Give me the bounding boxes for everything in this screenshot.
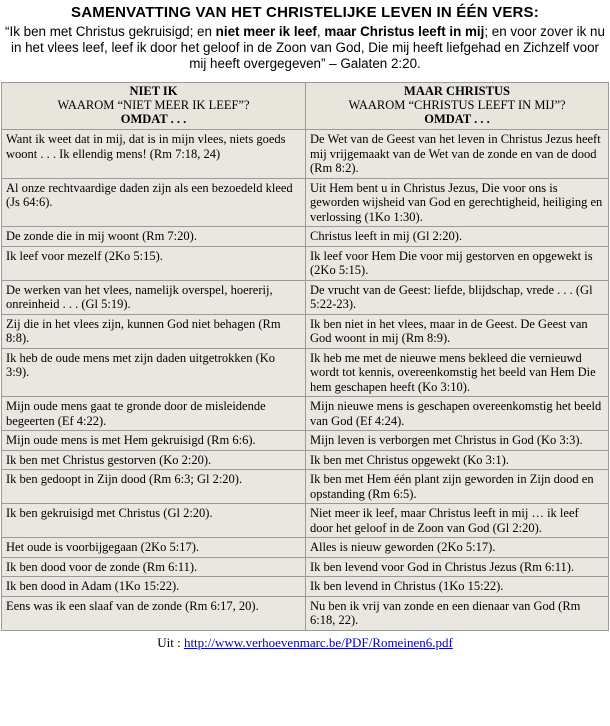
right-cell: Christus leeft in mij (Gl 2:20). xyxy=(306,227,609,247)
left-cell: Ik ben met Christus gestorven (Ko 2:20). xyxy=(2,450,306,470)
intro-text-1: “Ik ben met Christus gekruisigd; en xyxy=(5,24,216,39)
table-row xyxy=(2,596,609,630)
right-cell: Mijn leven is verborgen met Christus in God (Ko 3:3). xyxy=(306,431,609,451)
table-row xyxy=(2,557,609,577)
right-cell: Uit Hem bent u in Christus Jezus, Die voor ons is geworden wijsheid van God en gerechtigheid, heiliging en verlossing (1Ko 1:30). xyxy=(306,178,609,227)
intro-bold-2: maar Christus leeft in mij xyxy=(324,24,485,39)
right-cell: Niet meer ik leef, maar Christus leeft in mij … ik leef door het geloof in de Zoon van God (Gl 2:20). xyxy=(306,504,609,538)
table-row xyxy=(2,397,609,431)
right-cell: De Wet van de Geest van het leven in Christus Jezus heeft mij vrijgemaakt van de Wet van de zonde en van de dood (Rm 8:2). xyxy=(306,130,609,179)
left-cell: Ik ben dood in Adam (1Ko 15:22). xyxy=(2,577,306,597)
table-row xyxy=(2,130,609,179)
table-row xyxy=(2,538,609,558)
right-cell: Nu ben ik vrij van zonde en een dienaar van God (Rm 6:18, 22). xyxy=(306,596,609,630)
table-row xyxy=(2,504,609,538)
left-cell: Al onze rechtvaardige daden zijn als een bezoedeld kleed (Js 64:6). xyxy=(2,178,306,227)
table-body xyxy=(2,130,609,631)
left-column-header xyxy=(2,83,306,130)
table-row xyxy=(2,577,609,597)
right-cell: Ik heb me met de nieuwe mens bekleed die vernieuwd wordt tot kennis, overeenkomstig het beeld van Hem Die hem geschapen heeft (Ko 3:10). xyxy=(306,348,609,397)
left-header-because: OMDAT . . . xyxy=(120,112,187,126)
right-column-header xyxy=(306,83,609,130)
source-link[interactable]: http://www.verhoevenmarc.be/PDF/Romeinen6.pdf xyxy=(183,634,453,650)
left-cell: Eens was ik een slaaf van de zonde (Rm 6:17, 20). xyxy=(2,596,306,630)
right-cell: Ik leef voor Hem Die voor mij gestorven en opgewekt is (2Ko 5:15). xyxy=(306,246,609,280)
table-row xyxy=(2,227,609,247)
left-cell: Ik ben gekruisigd met Christus (Gl 2:20). xyxy=(2,504,306,538)
right-cell: Ik ben levend in Christus (1Ko 15:22). xyxy=(306,577,609,597)
table-row xyxy=(2,470,609,504)
comparison-table xyxy=(1,82,609,631)
left-cell: De werken van het vlees, namelijk overspel, hoererij, onreinheid . . . (Gl 5:19). xyxy=(2,280,306,314)
left-cell: De zonde die in mij woont (Rm 7:20). xyxy=(2,227,306,247)
right-cell: Ik ben met Hem één plant zijn geworden in Zijn dood en opstanding (Rm 6:5). xyxy=(306,470,609,504)
left-header-title: NIET IK xyxy=(129,84,178,98)
left-cell: Ik ben gedoopt in Zijn dood (Rm 6:3; Gl 2:20). xyxy=(2,470,306,504)
right-header-question: WAAROM “CHRISTUS LEEFT IN MIJ”? xyxy=(348,98,566,112)
intro-text-3: ; en voor zover ik nu in het vlees leef, leef ik door het geloof in de Zoon van God, Die mij heeft liefgehad en Zichzelf voor mij heeft overgegeven” – Galaten 2:20. xyxy=(10,24,605,71)
left-cell: Ik ben dood voor de zonde (Rm 6:11). xyxy=(2,557,306,577)
right-cell: Alles is nieuw geworden (2Ko 5:17). xyxy=(306,538,609,558)
left-header-question: WAAROM “NIET MEER IK LEEF”? xyxy=(57,98,250,112)
right-cell: De vrucht van de Geest: liefde, blijdschap, vrede . . . (Gl 5:22-23). xyxy=(306,280,609,314)
intro-bold-1: niet meer ik leef xyxy=(215,24,317,39)
left-cell: Zij die in het vlees zijn, kunnen God niet behagen (Rm 8:8). xyxy=(2,314,306,348)
left-cell: Mijn oude mens is met Hem gekruisigd (Rm 6:6). xyxy=(2,431,306,451)
left-cell: Ik heb de oude mens met zijn daden uitgetrokken (Ko 3:9). xyxy=(2,348,306,397)
right-header-because: OMDAT . . . xyxy=(424,112,490,126)
left-cell: Mijn oude mens gaat te gronde door de misleidende begeerten (Ef 4:22). xyxy=(2,397,306,431)
table-row xyxy=(2,450,609,470)
intro-text-2: , xyxy=(316,24,325,39)
table-row xyxy=(2,314,609,348)
left-cell: Ik leef voor mezelf (2Ko 5:15). xyxy=(2,246,306,280)
source-label: Uit : xyxy=(157,634,181,650)
table-row xyxy=(2,431,609,451)
intro-verse xyxy=(0,24,610,82)
right-cell: Ik ben niet in het vlees, maar in de Geest. De Geest van God woont in mij (Rm 8:9). xyxy=(306,314,609,348)
right-cell: Mijn nieuwe mens is geschapen overeenkomstig het beeld van God (Ef 4:24). xyxy=(306,397,609,431)
right-cell: Ik ben met Christus opgewekt (Ko 3:1). xyxy=(306,450,609,470)
source-line xyxy=(0,635,610,651)
table-row xyxy=(2,280,609,314)
table-row xyxy=(2,348,609,397)
table-row xyxy=(2,246,609,280)
left-cell: Het oude is voorbijgegaan (2Ko 5:17). xyxy=(2,538,306,558)
right-header-title: MAAR CHRISTUS xyxy=(404,84,510,98)
table-row xyxy=(2,178,609,227)
left-cell: Want ik weet dat in mij, dat is in mijn vlees, niets goeds woont . . . Ik ellendig mens! (Rm 7:18, 24) xyxy=(2,130,306,179)
right-cell: Ik ben levend voor God in Christus Jezus (Rm 6:11). xyxy=(306,557,609,577)
page-title: SAMENVATTING VAN HET CHRISTELIJKE LEVEN IN ÉÉN VERS: xyxy=(71,4,539,21)
table-header-row xyxy=(2,83,609,130)
